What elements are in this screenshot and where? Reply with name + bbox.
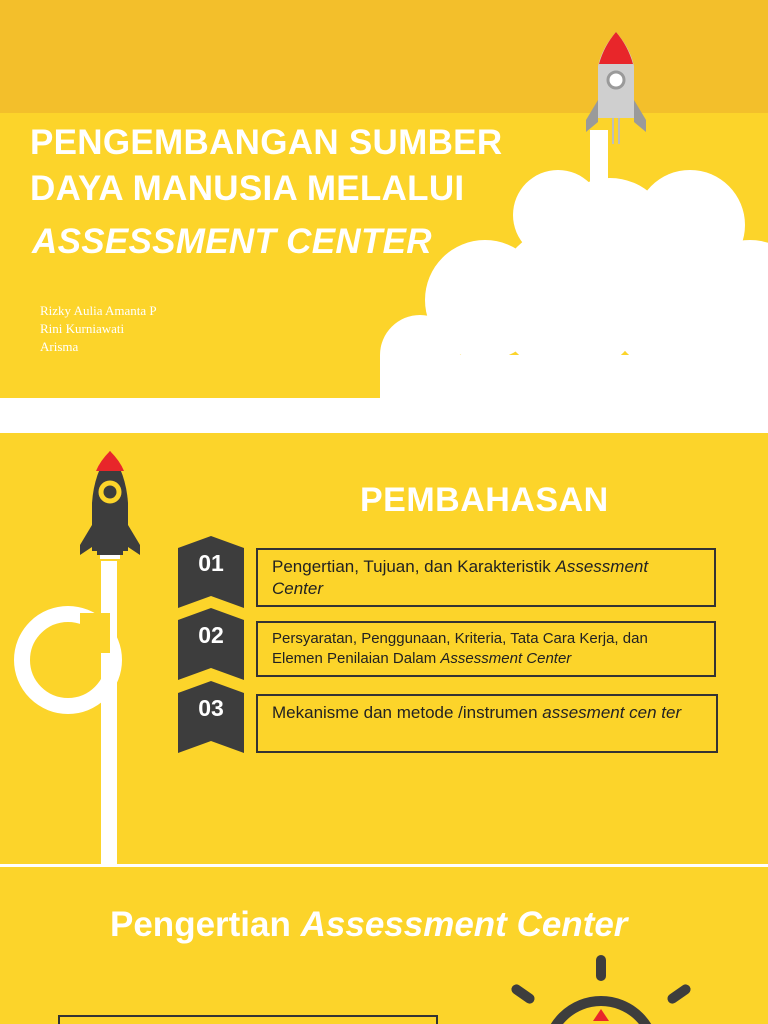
- title-slide: [0, 0, 768, 398]
- item-number: 03: [198, 695, 224, 721]
- item-number: 01: [198, 550, 224, 576]
- agenda-heading: PEMBAHASAN: [360, 481, 609, 519]
- agenda-item-1: [256, 548, 716, 607]
- item-italic-text: assesment cen ter: [542, 703, 682, 722]
- definition-text-box: [58, 1015, 438, 1024]
- item-number-badge: [178, 681, 244, 753]
- item-italic-text: Assessment Center: [440, 650, 572, 667]
- item-text: Mekanisme dan metode /instrumen: [272, 703, 543, 722]
- heading-part: Pengertian: [110, 905, 301, 944]
- compass-icon: [490, 947, 710, 1024]
- author-name: Rini Kurniawati: [40, 321, 125, 336]
- item-number-badge: [178, 608, 244, 680]
- presentation-subtitle: ASSESSMENT CENTER: [32, 222, 432, 261]
- item-number: 02: [198, 622, 224, 648]
- author-list: [40, 302, 157, 356]
- author-name: Arisma: [40, 339, 79, 354]
- item-italic-text: Assessment Center: [272, 557, 649, 598]
- rocket-icon: [80, 451, 140, 559]
- heading-italic: Center: [506, 905, 628, 944]
- item-text: Persyaratan, Penggunaan, Kriteria, Tata Cara Kerja, dan Elemen Penilaian Dalam: [272, 630, 648, 667]
- loop-trail-icon: [22, 561, 117, 864]
- title-line-1: PENGEMBANGAN SUMBER: [30, 123, 503, 162]
- title-line-2: DAYA MANUSIA MELALUI: [30, 169, 465, 208]
- agenda-item-2: [256, 621, 716, 677]
- heading-bold-italic: Assessment: [300, 905, 507, 944]
- definition-slide: [0, 867, 768, 1024]
- item-text: Pengertian, Tujuan, dan Karakteristik: [272, 557, 556, 576]
- definition-heading: [110, 905, 627, 945]
- agenda-slide: [0, 433, 768, 864]
- item-number-badge: [178, 536, 244, 608]
- rocket-icon: [586, 32, 646, 144]
- presentation-title: [30, 120, 502, 212]
- author-name: Rizky Aulia Amanta P: [40, 303, 157, 318]
- agenda-item-3: [256, 694, 718, 753]
- rocket-loop-illustration: [0, 433, 160, 864]
